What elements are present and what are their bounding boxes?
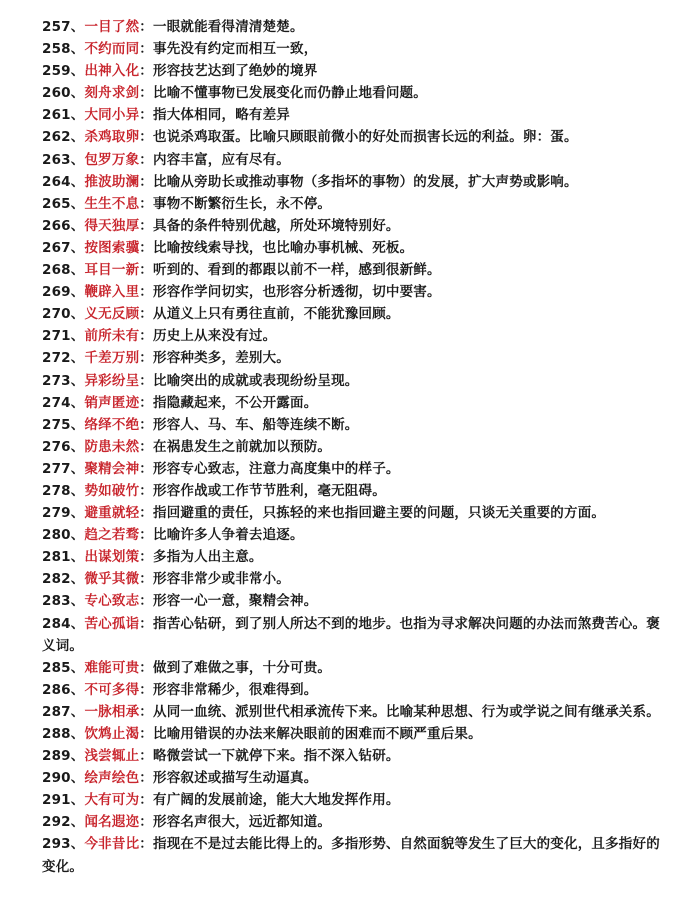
idiom-term: 得天独厚 — [84, 217, 140, 234]
separator-colon: ： — [139, 306, 153, 323]
idiom-entry — [42, 524, 662, 546]
idiom-definition: 有广阔的发展前途，能大大地发挥作用。 — [153, 792, 400, 809]
separator-colon: ： — [139, 151, 153, 168]
entry-number: 291、 — [42, 792, 85, 809]
idiom-entry — [42, 104, 662, 126]
entry-number: 276、 — [42, 438, 85, 455]
entry-number: 266、 — [42, 217, 85, 234]
entry-number: 284、 — [42, 615, 85, 632]
separator-colon: ： — [139, 792, 153, 809]
idiom-term: 包罗万象 — [84, 151, 140, 168]
idiom-term: 一目了然 — [84, 19, 140, 35]
idiom-term: 势如破竹 — [84, 482, 140, 499]
idiom-entry — [42, 60, 662, 82]
idiom-entry — [42, 436, 662, 458]
idiom-definition: 内容丰富，应有尽有。 — [153, 151, 290, 168]
idiom-term: 大有可为 — [84, 792, 140, 809]
idiom-definition: 历史上从来没有过。 — [153, 328, 277, 345]
separator-colon: ： — [139, 372, 153, 389]
idiom-term: 络绎不绝 — [84, 416, 140, 433]
idiom-term: 苦心孤诣 — [84, 615, 140, 632]
entry-number: 261、 — [42, 107, 85, 124]
idiom-definition: 也说杀鸡取蛋。比喻只顾眼前微小的好处而损害长远的利益。卵：蛋。 — [153, 129, 578, 146]
idiom-definition: 比喻按线索导找，也比喻办事机械、死板。 — [153, 239, 414, 256]
entry-number: 271、 — [42, 328, 85, 345]
entry-number: 265、 — [42, 195, 85, 212]
separator-colon: ： — [139, 549, 153, 566]
entry-number: 258、 — [42, 41, 85, 58]
idiom-definition: 形容非常少或非常小。 — [153, 571, 290, 588]
separator-colon: ： — [139, 129, 153, 146]
idiom-entry — [42, 458, 662, 480]
idiom-term: 千差万别 — [84, 350, 140, 367]
idiom-entry — [42, 126, 662, 148]
entry-number: 286、 — [42, 681, 85, 698]
entry-number: 262、 — [42, 129, 85, 146]
entry-number: 268、 — [42, 262, 85, 279]
idiom-entry — [42, 767, 662, 789]
separator-colon: ： — [139, 350, 153, 367]
entry-number: 281、 — [42, 549, 85, 566]
idiom-definition: 指苦心钻研，到了别人所达不到的地步。也指为寻求解决问题的办法而煞费苦心。褒义词。 — [42, 615, 660, 654]
idiom-term: 刻舟求剑 — [84, 85, 140, 102]
idiom-entry — [42, 281, 662, 303]
idiom-entry — [42, 325, 662, 347]
idiom-term: 一脉相承 — [84, 703, 140, 720]
idiom-entry — [42, 215, 662, 237]
separator-colon: ： — [139, 460, 153, 477]
separator-colon: ： — [139, 85, 153, 102]
idiom-definition: 形容名声很大，远近都知道。 — [153, 814, 332, 831]
separator-colon: ： — [139, 748, 153, 765]
entry-number: 292、 — [42, 814, 85, 831]
idiom-term: 出谋划策 — [84, 549, 140, 566]
idiom-entry — [42, 745, 662, 767]
idiom-entry — [42, 480, 662, 502]
idiom-entry — [42, 502, 662, 524]
separator-colon: ： — [139, 394, 153, 411]
idiom-term: 趋之若骛 — [84, 527, 140, 544]
idiom-term: 微乎其微 — [84, 571, 140, 588]
idiom-definition: 指隐藏起来，不公开露面。 — [153, 394, 318, 411]
entry-number: 273、 — [42, 372, 85, 389]
separator-colon: ： — [139, 505, 153, 522]
entry-number: 282、 — [42, 571, 85, 588]
separator-colon: ： — [139, 571, 153, 588]
idiom-term: 生生不息 — [84, 195, 140, 212]
separator-colon: ： — [139, 328, 153, 345]
separator-colon: ： — [139, 262, 153, 279]
idiom-definition: 指现在不是过去能比得上的。多指形势、自然面貌等发生了巨大的变化，且多指好的变化。 — [42, 836, 660, 875]
idiom-definition: 略微尝试一下就停下来。指不深入钻研。 — [153, 748, 400, 765]
idiom-term: 饮鸩止渴 — [84, 726, 140, 742]
entry-number: 288、 — [42, 726, 85, 742]
entry-number: 263、 — [42, 151, 85, 168]
separator-colon: ： — [139, 19, 153, 35]
separator-colon: ： — [139, 593, 153, 610]
idiom-entry — [42, 347, 662, 369]
idiom-entry — [42, 723, 662, 745]
idiom-entry — [42, 38, 662, 60]
idiom-term: 浅尝辄止 — [84, 748, 140, 765]
idiom-definition: 形容一心一意，聚精会神。 — [153, 593, 318, 610]
idiom-term: 聚精会神 — [84, 460, 140, 477]
idiom-term: 难能可贵 — [84, 659, 140, 676]
idiom-term: 耳目一新 — [84, 262, 140, 279]
separator-colon: ： — [139, 41, 153, 58]
entry-number: 274、 — [42, 394, 85, 411]
separator-colon: ： — [139, 239, 153, 256]
entry-number: 260、 — [42, 85, 85, 102]
idiom-term: 大同小异 — [84, 107, 140, 124]
idiom-definition: 一眼就能看得清清楚楚。 — [153, 19, 304, 35]
idiom-definition: 听到的、看到的都跟以前不一样，感到很新鲜。 — [153, 262, 441, 279]
idiom-entry — [42, 149, 662, 171]
idiom-definition: 形容专心致志，注意力高度集中的样子。 — [153, 460, 400, 477]
idiom-entry — [42, 789, 662, 811]
idiom-definition: 形容技艺达到了绝妙的境界 — [153, 63, 318, 80]
separator-colon: ： — [139, 814, 153, 831]
separator-colon: ： — [139, 195, 153, 212]
idiom-entry — [42, 82, 662, 104]
idiom-definition: 形容种类多，差别大。 — [153, 350, 290, 367]
entry-number: 267、 — [42, 239, 85, 256]
idiom-term: 避重就轻 — [84, 505, 140, 522]
entry-number: 285、 — [42, 659, 85, 676]
idiom-term: 推波助澜 — [84, 173, 140, 190]
separator-colon: ： — [139, 703, 153, 720]
idiom-entry — [42, 657, 662, 679]
separator-colon: ： — [139, 681, 153, 698]
separator-colon: ： — [139, 217, 153, 234]
idiom-term: 销声匿迹 — [84, 394, 140, 411]
idiom-term: 专心致志 — [84, 593, 140, 610]
idiom-term: 前所未有 — [84, 328, 140, 345]
idiom-definition: 形容人、马、车、船等连续不断。 — [153, 416, 359, 433]
separator-colon: ： — [139, 63, 153, 80]
entry-number: 289、 — [42, 748, 85, 765]
entry-number: 279、 — [42, 505, 85, 522]
entry-number: 270、 — [42, 306, 85, 323]
idiom-entry — [42, 613, 662, 657]
idiom-definition: 指回避重的责任，只拣轻的来也指回避主要的问题，只谈无关重要的方面。 — [153, 505, 606, 522]
idiom-entry — [42, 811, 662, 833]
idiom-definition: 做到了难做之事，十分可贵。 — [153, 659, 332, 676]
separator-colon: ： — [139, 527, 153, 544]
separator-colon: ： — [139, 438, 153, 455]
idiom-definition: 从同一血统、派别世代相承流传下来。比喻某种思想、行为或学说之间有继承关系。 — [153, 703, 660, 720]
idiom-definition: 形容非常稀少，很难得到。 — [153, 681, 318, 698]
entry-number: 293、 — [42, 836, 85, 853]
separator-colon: ： — [139, 173, 153, 190]
idiom-definition: 指大体相同，略有差异 — [153, 107, 290, 124]
idiom-term: 按图索骥 — [84, 239, 140, 256]
entry-number: 283、 — [42, 593, 85, 610]
entry-number: 264、 — [42, 173, 85, 190]
idiom-entry — [42, 171, 662, 193]
idiom-definition: 比喻不懂事物已发展变化而仍静止地看问题。 — [153, 85, 427, 102]
separator-colon: ： — [139, 284, 153, 301]
idiom-entry — [42, 303, 662, 325]
idiom-definition: 从道义上只有勇往直前，不能犹豫回顾。 — [153, 306, 400, 323]
idiom-entry — [42, 370, 662, 392]
idiom-entry — [42, 679, 662, 701]
idiom-entry — [42, 701, 662, 723]
idiom-entry — [42, 16, 662, 38]
idiom-definition: 形容叙述或描写生动逼真。 — [153, 770, 318, 787]
entry-number: 272、 — [42, 350, 85, 367]
idiom-term: 防患未然 — [84, 438, 140, 455]
idiom-entry — [42, 546, 662, 568]
idiom-term: 异彩纷呈 — [84, 372, 140, 389]
separator-colon: ： — [139, 659, 153, 676]
idiom-entry — [42, 237, 662, 259]
idiom-term: 绘声绘色 — [84, 770, 140, 787]
idiom-entry — [42, 392, 662, 414]
idiom-definition: 多指为人出主意。 — [153, 549, 263, 566]
entry-number: 278、 — [42, 482, 85, 499]
idiom-definition: 在祸患发生之前就加以预防。 — [153, 438, 332, 455]
entry-number: 259、 — [42, 63, 85, 80]
separator-colon: ： — [139, 107, 153, 124]
entry-number: 290、 — [42, 770, 85, 787]
idiom-entry — [42, 568, 662, 590]
idiom-term: 出神入化 — [84, 63, 140, 80]
idiom-term: 杀鸡取卵 — [84, 129, 140, 146]
idiom-definition: 事物不断繁衍生长，永不停。 — [153, 195, 332, 212]
idiom-definition: 比喻从旁助长或推动事物（多指坏的事物）的发展，扩大声势或影响。 — [153, 173, 578, 190]
entry-number: 280、 — [42, 527, 85, 544]
entry-number: 257、 — [42, 19, 85, 35]
idiom-definition: 形容作战或工作节节胜利，毫无阻碍。 — [153, 482, 386, 499]
idiom-term: 不可多得 — [84, 681, 140, 698]
idiom-definition: 比喻突出的成就或表现纷纷呈现。 — [153, 372, 359, 389]
separator-colon: ： — [139, 770, 153, 787]
entry-number: 275、 — [42, 416, 85, 433]
idiom-definition: 具备的条件特别优越，所处环境特别好。 — [153, 217, 400, 234]
separator-colon: ： — [139, 836, 153, 853]
idiom-term: 义无反顾 — [84, 306, 140, 323]
separator-colon: ： — [139, 615, 153, 632]
entry-number: 277、 — [42, 460, 85, 477]
idiom-definition: 形容作学问切实，也形容分析透彻，切中要害。 — [153, 284, 441, 301]
separator-colon: ： — [139, 416, 153, 433]
idiom-term: 闻名遐迩 — [84, 814, 140, 831]
idiom-entry — [42, 259, 662, 281]
separator-colon: ： — [139, 482, 153, 499]
idiom-entry — [42, 590, 662, 612]
idiom-term: 鞭辟入里 — [84, 284, 140, 301]
idiom-term: 今非昔比 — [84, 836, 140, 853]
idiom-entry — [42, 414, 662, 436]
idiom-definition: 事先没有约定而相互一致， — [153, 41, 318, 58]
idiom-definition: 比喻许多人争着去追逐。 — [153, 527, 304, 544]
idiom-definition: 比喻用错误的办法来解决眼前的困难而不顾严重后果。 — [153, 726, 482, 742]
entry-number: 287、 — [42, 703, 85, 720]
idiom-entry — [42, 193, 662, 215]
idiom-entry — [42, 833, 662, 877]
entry-number: 269、 — [42, 284, 85, 301]
separator-colon: ： — [139, 726, 153, 742]
idiom-term: 不约而同 — [84, 41, 140, 58]
